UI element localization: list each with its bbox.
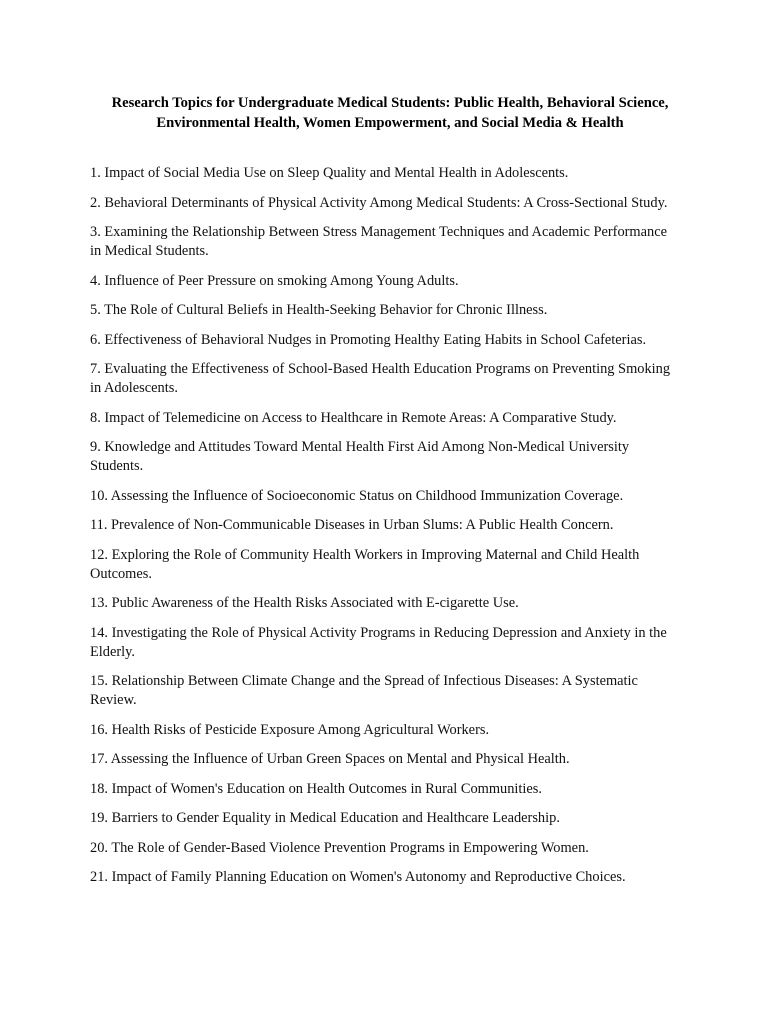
topic-item-17: 17. Assessing the Influence of Urban Green Spaces on Mental and Physical Health.	[90, 751, 570, 767]
topic-item-9: 9. Knowledge and Attitudes Toward Mental Health First Aid Among Non-Medical University Students.	[90, 439, 630, 474]
topic-item-10: 10. Assessing the Influence of Socioeconomic Status on Childhood Immunization Coverage.	[90, 487, 624, 504]
topic-item-6: 6. Effectiveness of Behavioral Nudges in Promoting Healthy Eating Habits in School Cafeterias.	[90, 331, 647, 348]
topic-list	[90, 164, 688, 887]
topic-item-16: 16. Health Risks of Pesticide Exposure Among Agricultural Workers.	[90, 721, 490, 738]
topic-item-15: 15. Relationship Between Climate Change and the Spread of Infectious Diseases: A Systematic Review.	[90, 673, 638, 708]
document-title: Research Topics for Undergraduate Medical Students: Public Health, Behavioral Science, Environmental Health, Women Empowerment, and Social Media & Health	[111, 95, 669, 131]
topic-item-4: 4. Influence of Peer Pressure on smoking Among Young Adults.	[90, 272, 459, 289]
topic-item-18: 18. Impact of Women's Education on Health Outcomes in Rural Communities.	[90, 780, 542, 797]
topic-item-8: 8. Impact of Telemedicine on Access to Healthcare in Remote Areas: A Comparative Study.	[90, 409, 617, 426]
topic-item-21: 21. Impact of Family Planning Education on Women's Autonomy and Reproductive Choices.	[90, 869, 626, 885]
topic-item-12: 12. Exploring the Role of Community Health Workers in Improving Maternal and Child Health Outcomes.	[90, 546, 640, 582]
topic-item-13: 13. Public Awareness of the Health Risks Associated with E-cigarette Use.	[90, 595, 519, 611]
topic-item-5: 5. The Role of Cultural Beliefs in Health-Seeking Behavior for Chronic Illness.	[90, 302, 548, 318]
topic-item-3: 3. Examining the Relationship Between Stress Management Techniques and Academic Performance in Medical Students.	[90, 224, 667, 259]
topic-item-14: 14. Investigating the Role of Physical Activity Programs in Reducing Depression and Anxiety in the Elderly.	[90, 624, 667, 660]
topic-item-1: 1. Impact of Social Media Use on Sleep Quality and Mental Health in Adolescents.	[90, 165, 569, 181]
topic-item-2: 2. Behavioral Determinants of Physical Activity Among Medical Students: A Cross-Sectional Study.	[90, 194, 668, 211]
topic-item-19: 19. Barriers to Gender Equality in Medical Education and Healthcare Leadership.	[90, 810, 560, 826]
topic-item-20: 20. The Role of Gender-Based Violence Prevention Programs in Empowering Women.	[90, 839, 589, 856]
topic-item-7: 7. Evaluating the Effectiveness of School-Based Health Education Programs on Preventing Smoking in Adolescents.	[90, 361, 671, 396]
topic-item-11: 11. Prevalence of Non-Communicable Diseases in Urban Slums: A Public Health Concern.	[90, 517, 614, 533]
